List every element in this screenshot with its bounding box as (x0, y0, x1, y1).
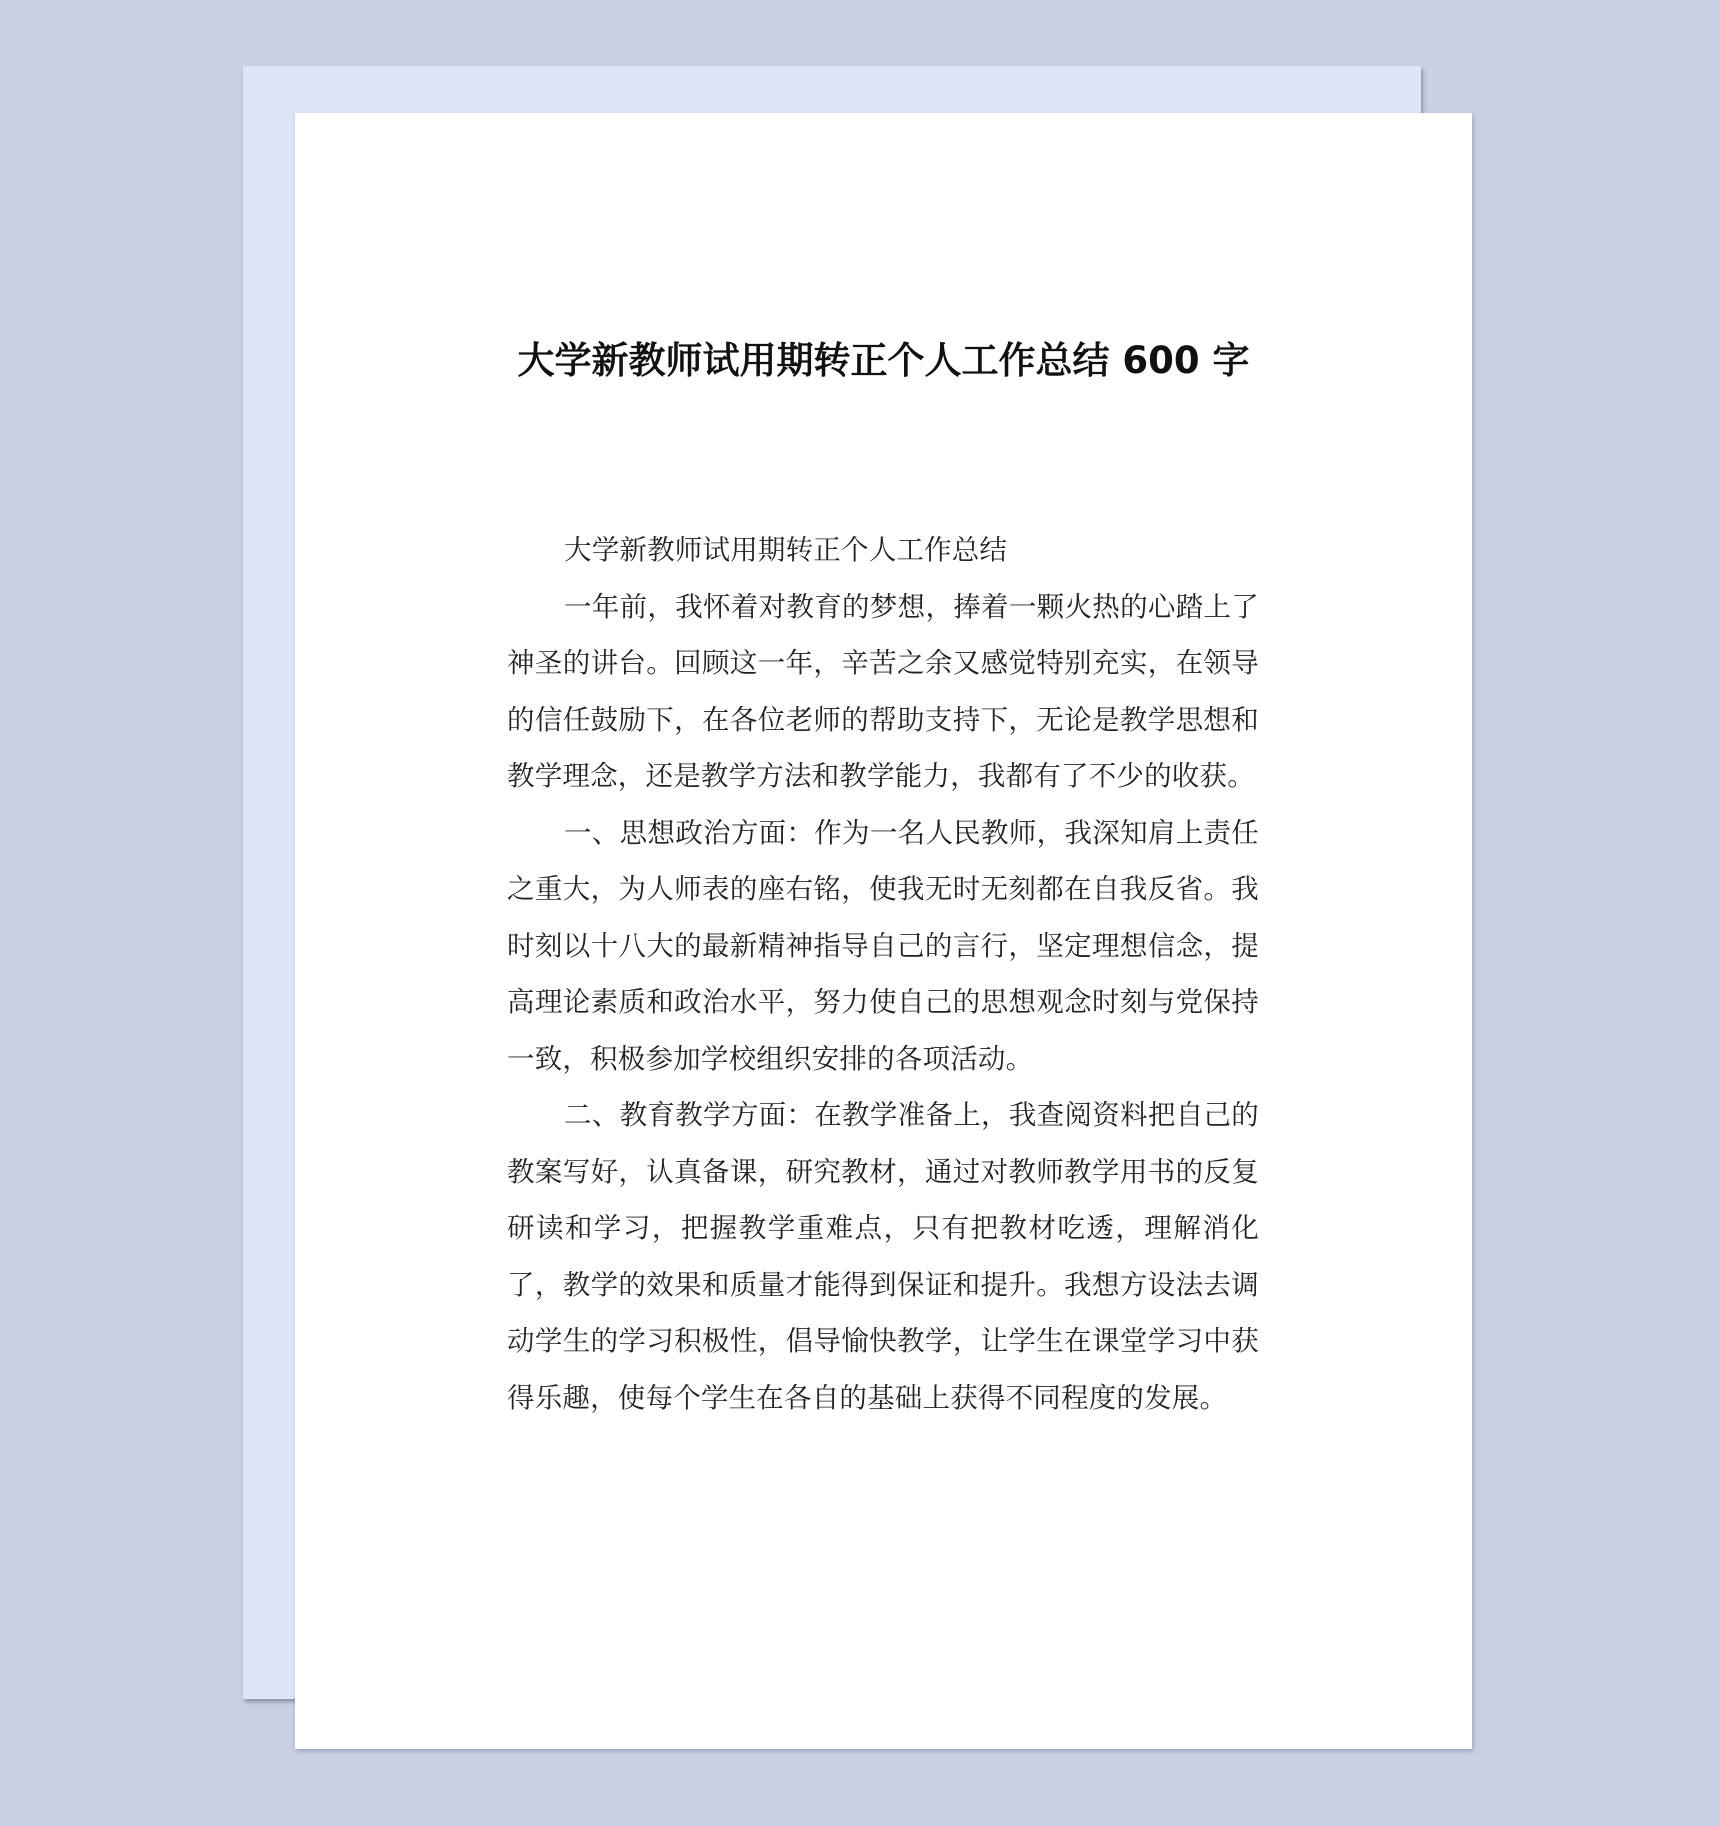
paragraph-teaching: 二、教育教学方面：在教学准备上，我查阅资料把自己的教案写好，认真备课，研究教材，通过对教师教学用书的反复研读和学习，把握教学重难点，只有把教材吃透，理解消化了，教学的效果和质量才能得到保证和提升。我想方设法去调动学生的学习积极性，倡导愉快教学，让学生在课堂学习中获得乐趣，使每个学生在各自的基础上获得不同程度的发展。 (507, 1099, 1259, 1414)
document-page (295, 113, 1472, 1749)
paragraph-intro: 一年前，我怀着对教育的梦想，捧着一颗火热的心踏上了神圣的讲台。回顾这一年，辛苦之余又感觉特别充实，在领导的信任鼓励下，在各位老师的帮助支持下，无论是教学思想和教学理念，还是教学方法和教学能力，我都有了不少的收获。 (507, 590, 1259, 792)
document-title: 大学新教师试用期转正个人工作总结 600 字 (517, 339, 1250, 382)
paragraph-subtitle: 大学新教师试用期转正个人工作总结 (564, 534, 1008, 566)
document-body (507, 522, 1259, 1426)
paragraph-ideology: 一、思想政治方面：作为一名人民教师，我深知肩上责任之重大，为人师表的座右铭，使我无时无刻都在自我反省。我时刻以十八大的最新精神指导自己的言行，坚定理想信念，提高理论素质和政治水平，努力使自己的思想观念时刻与党保持一致，积极参加学校组织安排的各项活动。 (507, 816, 1259, 1075)
